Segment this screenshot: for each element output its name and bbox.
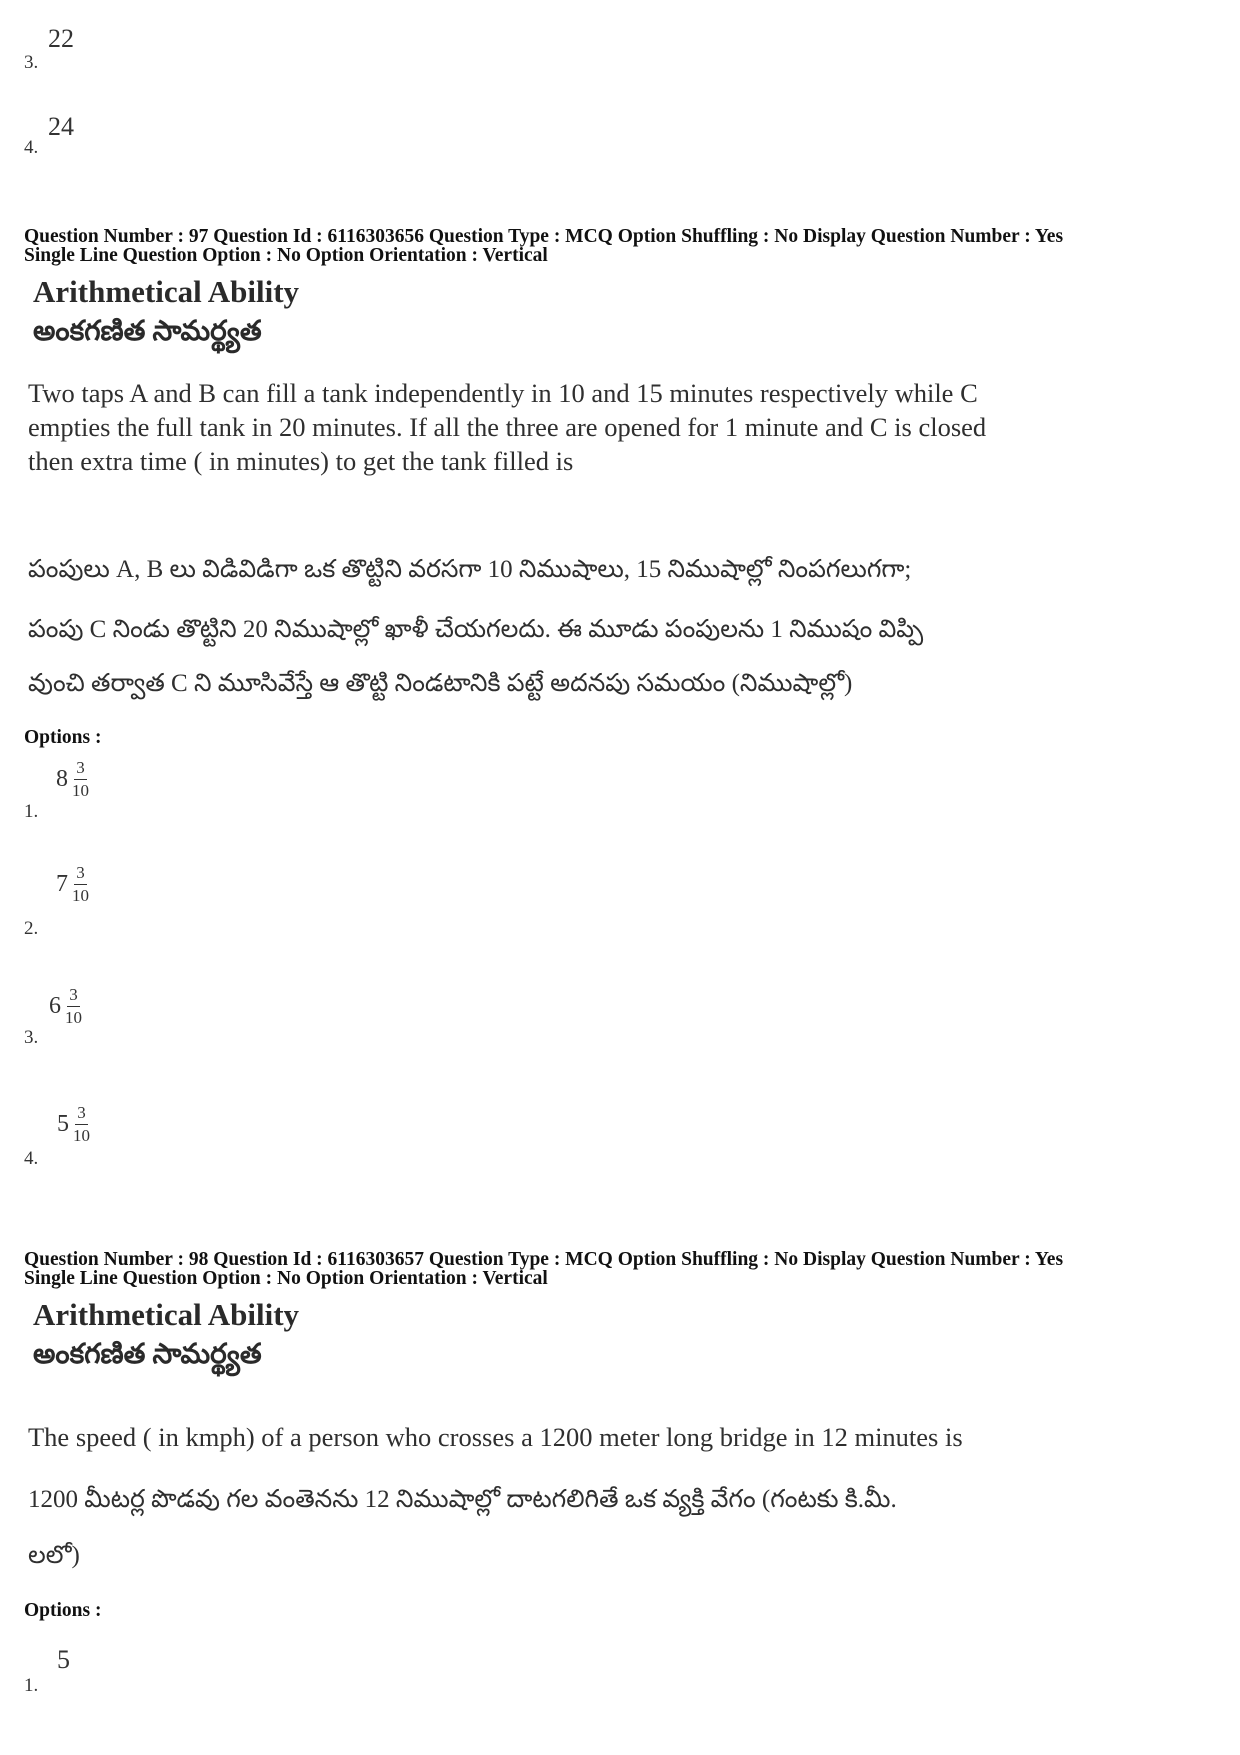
question-text-telugu-line-1: పంపులు A, B లు విడివిడిగా ఒక తొట్టిని వరసగా 10 నిముషాలు, 15 నిముషాల్లో నింపగలుగగా; — [28, 556, 912, 583]
fraction — [73, 1103, 90, 1146]
question-text-line: Two taps A and B can fill a tank independently in 10 and 15 minutes respectively while C — [28, 378, 978, 408]
option-number: 3. — [24, 52, 39, 73]
fraction-denominator: 10 — [72, 781, 89, 800]
fraction-numerator: 3 — [74, 758, 87, 780]
option-number: 1. — [24, 1675, 39, 1696]
question-text-telugu-line-1: 1200 మీటర్ల పొడవు గల వంతెనను 12 నిముషాల్లో దాటగలిగితే ఒక వ్యక్తి వేగం (గంటకు కి.మీ. — [28, 1486, 897, 1513]
section-title-english: Arithmetical Ability — [33, 1297, 300, 1332]
section-title-telugu: అంకగణిత సామర్థ్యత — [33, 316, 262, 347]
question-meta-line-1: Question Number : 97 Question Id : 6116303656 Question Type : MCQ Option Shuffling : No Display Question Number : Yes — [24, 226, 1064, 247]
question-meta-line-2: Single Line Question Option : No Option Orientation : Vertical — [24, 245, 548, 266]
question-text-line: empties the full tank in 20 minutes. If all the three are opened for 1 minute and C is closed — [28, 412, 987, 442]
fraction-numerator: 3 — [74, 863, 87, 885]
fraction — [72, 758, 89, 801]
fraction-whole: 8 — [56, 766, 68, 792]
question-text-english: The speed ( in kmph) of a person who crosses a 1200 meter long bridge in 12 minutes is — [28, 1422, 963, 1452]
question-text-telugu-line-2: లలో) — [28, 1542, 80, 1569]
fraction-numerator: 3 — [67, 985, 80, 1007]
mixed-fraction — [49, 985, 82, 1028]
fraction-denominator: 10 — [65, 1008, 82, 1027]
question-meta-line-1: Question Number : 98 Question Id : 6116303657 Question Type : MCQ Option Shuffling : No Display Question Number : Yes — [24, 1249, 1064, 1270]
option-number: 1. — [24, 801, 39, 822]
question-text-line: then extra time ( in minutes) to get the tank filled is — [28, 446, 574, 476]
option-number: 4. — [24, 1148, 39, 1169]
section-title-english: Arithmetical Ability — [33, 274, 300, 309]
fraction-whole: 7 — [56, 871, 68, 897]
section-title-telugu: అంకగణిత సామర్థ్యత — [33, 1339, 262, 1370]
option-value: 24 — [48, 112, 74, 141]
question-meta-line-2: Single Line Question Option : No Option Orientation : Vertical — [24, 1268, 548, 1289]
mixed-fraction — [56, 758, 89, 801]
option-value: 5 — [57, 1645, 70, 1674]
question-text-english — [28, 376, 1178, 478]
fraction-denominator: 10 — [73, 1126, 90, 1145]
question-text-telugu-line-3: వుంచి తర్వాత C ని మూసివేస్తే ఆ తొట్టి నిండటానికి పట్టే అదనపు సమయం (నిముషాల్లో) — [28, 670, 853, 697]
options-label: Options : — [24, 727, 102, 748]
option-value: 22 — [48, 24, 74, 53]
fraction-whole: 5 — [57, 1111, 69, 1137]
fraction — [72, 863, 89, 906]
fraction-numerator: 3 — [75, 1103, 88, 1125]
fraction — [65, 985, 82, 1028]
question-text-telugu-line-2: పంపు C నిండు తొట్టిని 20 నిముషాల్లో ఖాళీ చేయగలదు. ఈ మూడు పంపులను 1 నిముషం విప్పి — [28, 616, 924, 643]
option-number: 2. — [24, 918, 39, 939]
mixed-fraction — [56, 863, 89, 906]
fraction-whole: 6 — [49, 993, 61, 1019]
option-number: 4. — [24, 137, 39, 158]
options-label: Options : — [24, 1600, 102, 1621]
mixed-fraction — [57, 1103, 90, 1146]
option-number: 3. — [24, 1027, 39, 1048]
fraction-denominator: 10 — [72, 886, 89, 905]
